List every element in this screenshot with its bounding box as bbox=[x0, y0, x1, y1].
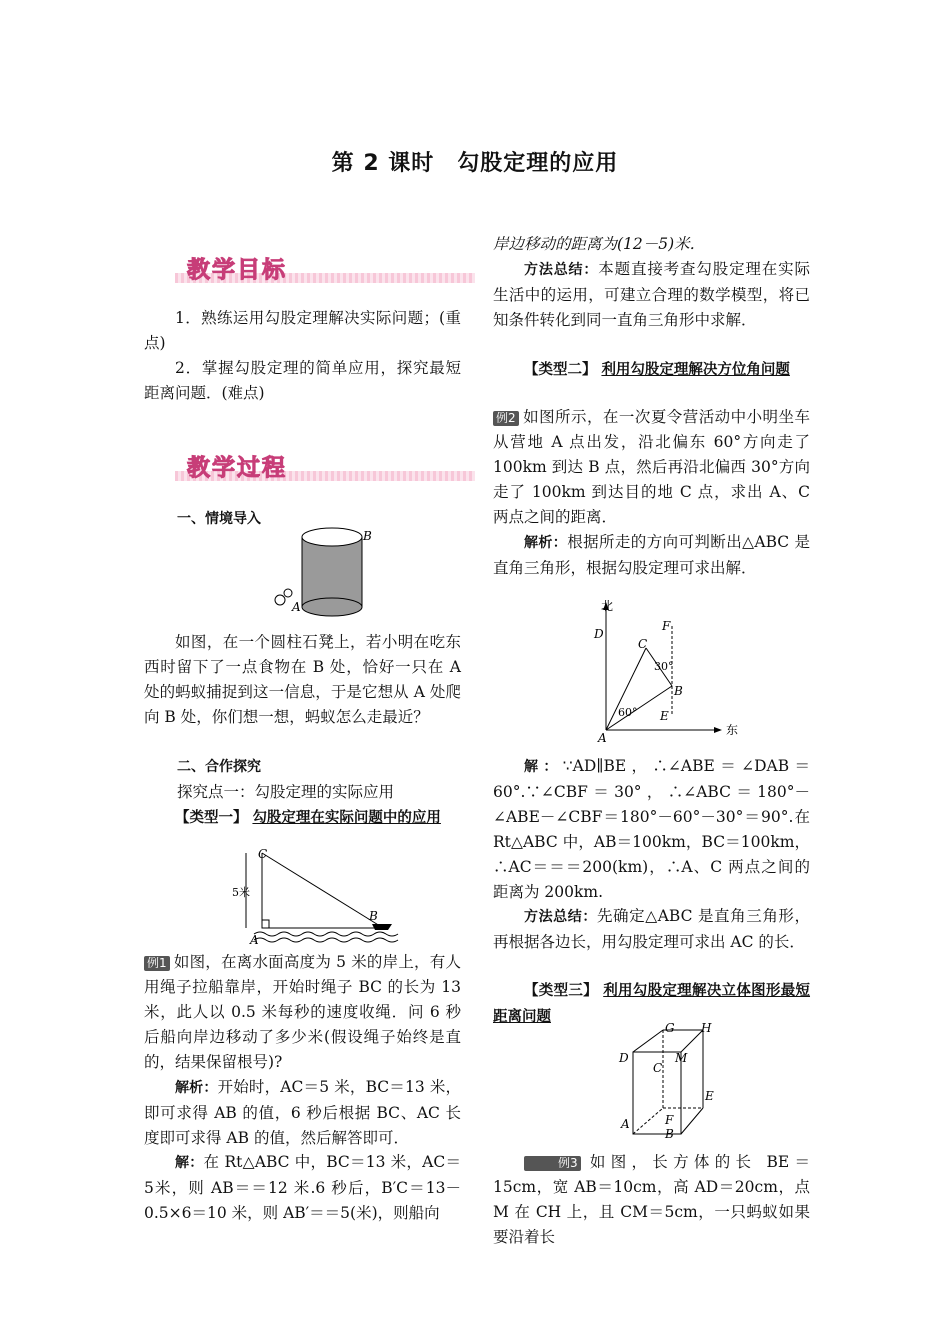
analysis-2 bbox=[493, 530, 810, 581]
solution-2 bbox=[493, 754, 810, 905]
boat-icon bbox=[372, 924, 392, 930]
box-figure bbox=[615, 1020, 725, 1140]
boat-label-b: B bbox=[369, 909, 378, 923]
process-banner bbox=[175, 453, 475, 483]
example-3-tag: 例3 bbox=[524, 1156, 581, 1171]
dir-label-c: C bbox=[638, 637, 648, 651]
solution-1-label: 解： bbox=[175, 1155, 204, 1171]
ant-icon bbox=[275, 595, 285, 605]
banner-process-text: 教学过程 bbox=[187, 455, 287, 481]
analysis-2-label: 解析： bbox=[524, 535, 568, 551]
dir-label-e: E bbox=[660, 709, 669, 723]
box-label-c: C bbox=[653, 1061, 663, 1075]
direction-figure bbox=[588, 598, 748, 746]
box-label-h: H bbox=[701, 1021, 712, 1035]
box-edge-dg bbox=[633, 1030, 663, 1052]
dir-label-d: D bbox=[594, 627, 604, 641]
type-2-title: 利用勾股定理解决方位角问题 bbox=[601, 362, 790, 378]
goal-2: 2．掌握勾股定理的简单应用，探究最短距离问题．(难点) bbox=[144, 359, 461, 402]
right-angle-mark bbox=[262, 920, 269, 928]
type-1-title: 勾股定理在实际问题中的应用 bbox=[252, 810, 441, 826]
boat-figure bbox=[232, 848, 412, 948]
banner-goals-text: 教学目标 bbox=[187, 257, 287, 283]
type-3-tag: 【类型三】 bbox=[524, 983, 598, 999]
intro-text: 如图，在一个圆柱石凳上，若小明在吃东西时留下了一点食物在 B 处，恰好一只在 A 处的蚂蚁捕捉到这一信息，于是它想从 A 处爬向 B 处，你们想一想，蚂蚁怎么走最近？ bbox=[144, 633, 461, 726]
box-hidden-af bbox=[633, 1108, 663, 1134]
analysis-1 bbox=[144, 1075, 461, 1151]
goals-banner bbox=[175, 255, 475, 285]
box-label-m: M bbox=[675, 1051, 688, 1065]
angle-30: 30° bbox=[654, 660, 674, 673]
cylinder-body bbox=[302, 537, 362, 607]
example-2-text: 如图所示，在一次夏令营活动中小明坐车从营地 A 点出发，沿北偏东 60°方向走了 100km 到达 B 点，然后再沿北偏西 30°方向走了 100km 到达目的地 C 点，求出 A、C 两点之间的距离． bbox=[493, 408, 810, 526]
goal-1: 1．熟练运用勾股定理解决实际问题；(重点) bbox=[144, 309, 461, 352]
box-label-b: B bbox=[665, 1127, 674, 1140]
waves bbox=[254, 932, 398, 936]
example-1-tag: 例1 bbox=[144, 956, 170, 971]
example-1-text: 如图，在离水面高度为 5 米的岸上，有人用绳子拉船靠岸，开始时绳子 BC 的长为 13 米，此人以 0.5 米每秒的速度收绳．问 6 秒后船向岸边移动了多少米(假设绳子始终是直的，结果保留根号)? bbox=[144, 953, 461, 1071]
section-1-heading: 一、情境导入 bbox=[177, 511, 261, 527]
cylinder-bottom bbox=[302, 598, 362, 616]
type-3-title: 利用勾股定理解决立体图形最短距离问题 bbox=[493, 983, 811, 1025]
method-2-label: 方法总结： bbox=[524, 909, 597, 925]
label-east: 东 bbox=[726, 723, 739, 737]
cyl-label-a: A bbox=[292, 600, 301, 614]
dir-label-f: F bbox=[662, 619, 671, 633]
analysis-1-label: 解析： bbox=[175, 1080, 218, 1096]
example-2 bbox=[493, 405, 810, 530]
box-edge-be bbox=[681, 1108, 703, 1134]
type-2-heading bbox=[493, 357, 810, 383]
dir-label-a: A bbox=[598, 731, 607, 745]
example-3 bbox=[493, 1150, 810, 1250]
cyl-label-b: B bbox=[363, 529, 372, 543]
solution-1-text: 在 Rt△ABC 中，BC＝13 米，AC＝5米，则 AB＝＝12 米.6 秒后，B′C＝13－0.5×6＝10 米，则 AB′＝＝5(米)，则船向 bbox=[144, 1153, 461, 1222]
boat-label-c: C bbox=[258, 848, 268, 861]
label-north: 北 bbox=[601, 599, 614, 613]
cylinder-figure bbox=[258, 525, 378, 625]
dir-label-b: B bbox=[674, 684, 683, 698]
side-ab bbox=[606, 686, 672, 730]
analysis-1-text: 开始时，AC＝5 米，BC＝13 米，即可求得 AB 的值，6 秒后根据 BC、AC 长度即可求得 AB 的值，然后解答即可． bbox=[144, 1078, 462, 1147]
box-label-d: D bbox=[619, 1051, 629, 1065]
type-1-heading bbox=[144, 805, 461, 831]
rope-line bbox=[262, 853, 380, 926]
solution-1-continued: 岸边移动的距离为(12－5)米． bbox=[493, 235, 706, 253]
boat-label-a: A bbox=[250, 933, 259, 947]
method-1-label: 方法总结： bbox=[524, 262, 599, 278]
box-label-a: A bbox=[621, 1117, 630, 1131]
page-title: 第 2 课时 勾股定理的应用 bbox=[331, 151, 619, 176]
example-1 bbox=[144, 950, 461, 1075]
method-2 bbox=[493, 904, 810, 955]
method-2-text: 先确定△ABC 是直角三角形，再根据各边长，用勾股定理可求出 AC 的长． bbox=[493, 907, 810, 951]
method-1-text: 本题直接考查勾股定理在实际生活中的运用，可建立合理的数学模型，将已知条件转化到同一直角三角形中求解． bbox=[493, 260, 810, 329]
solution-1 bbox=[144, 1150, 461, 1226]
box-label-e: E bbox=[705, 1089, 714, 1103]
section-2-heading: 二、合作探究 bbox=[177, 759, 261, 775]
ant-head-icon bbox=[284, 589, 292, 597]
example-2-tag: 例2 bbox=[493, 411, 519, 426]
waves-2 bbox=[254, 938, 398, 942]
angle-60: 60° bbox=[618, 706, 638, 719]
boat-label-height: 5米 bbox=[232, 886, 250, 899]
box-label-f: F bbox=[665, 1113, 674, 1127]
explore-point-1: 探究点一：勾股定理的实际应用 bbox=[177, 783, 395, 801]
example-3-text: 如图，长方体的长 BE＝15cm，宽 AB＝10cm，高 AD＝20cm，点 M 在 CH 上，且 CM＝5cm，一只蚂蚁如果要沿着长 bbox=[493, 1153, 810, 1246]
analysis-2-text: 根据所走的方向可判断出△ABC 是直角三角形，根据勾股定理可求出解． bbox=[493, 533, 810, 577]
cylinder-top bbox=[302, 528, 362, 546]
box-label-g: G bbox=[665, 1021, 675, 1035]
method-1 bbox=[493, 257, 810, 333]
type-2-tag: 【类型二】 bbox=[524, 362, 597, 378]
type-1-tag: 【类型一】 bbox=[175, 810, 248, 826]
solution-2-label: 解： bbox=[524, 759, 563, 775]
east-arrow-icon bbox=[714, 727, 722, 733]
solution-2-text: ∵AD∥BE，∴∠ABE＝∠DAB＝60°.∵∠CBF＝30°，∴∠ABC＝180°－∠ABE－∠CBF＝180°－60°－30°＝90°.在 Rt△ABC 中，AB＝100km，BC＝100km，∴AC＝＝＝200(km)，∴A、C 两点之间的距离为 200km. bbox=[493, 757, 811, 901]
box-edge-ch bbox=[681, 1030, 703, 1052]
